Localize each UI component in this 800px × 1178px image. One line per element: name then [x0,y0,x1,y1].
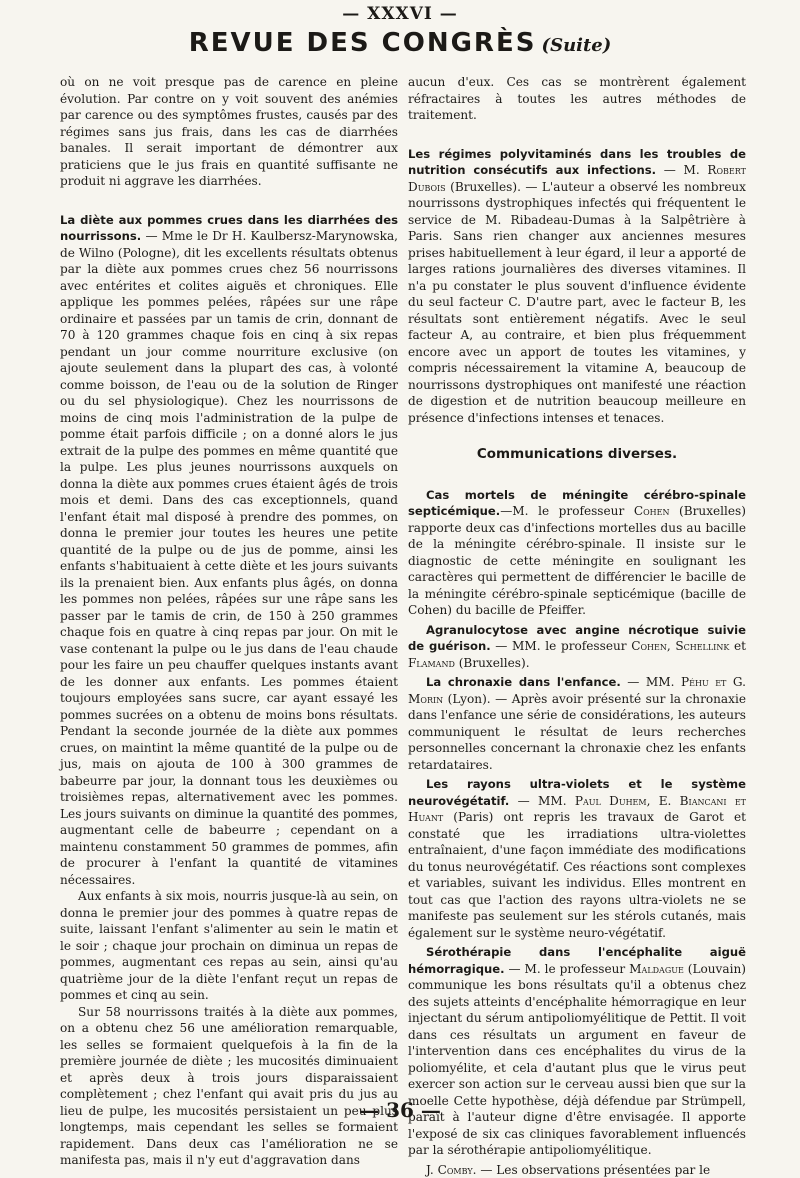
article-body: (Louvain) communique les bons résultats qu'il a obtenus chez des sujets atteints d'encéphalite hémorragique en leur injectant du sérum antipoliomyélitique de Pettit. Il voit dans ces résultats un argument en faveur de l'intervention dans ces encéphalites du virus de la poliomyélite, et cela d'autant plus que le virus peut exercer son action sur le cerveau aussi bien que sur la moelle Cette hypothèse, déjà défendue par Strümpell, paraît à l'auteur digne d'être envisagée. Il apporte l'exposé de six cas cliniques favorablement influencés par la sérothérapie antipoliomyélitique. [408,962,746,1158]
article-author: — Mme le Dr H. Kaulbersz-Marynowska, [141,229,398,243]
article-author: Paul Duhem, E. Biancani et Huant [408,794,746,825]
article-author: Cohen [634,504,670,518]
section-heading: Communications diverses. [408,446,746,463]
right-column [408,74,746,1178]
article-body: — M. le professeur [505,962,630,976]
article-body: (Bruxelles) rapporte deux cas d'infections mortelles dus au bacille de la méningite cérébro-spinale. Il insiste sur le diagnostic de cette méningite en soulignant les caractères qui permettent de différencier le bacille de la méningite cérébro-spinale septicémique (bacille de Cohen) du bacille de Pfeiffer. [408,504,746,617]
paragraph-continuation: aucun d'eux. Ces cas se montrèrent également réfractaires à toutes les autres méthodes de traitement. [408,74,746,124]
article-body: (Bruxelles). — L'auteur a observé les nombreux nourrissons dystrophiques infectés qui fréquentent le service de M. Ribadeau-Dumas à la Salpêtrière à Paris. Sans rien changer aux anciennes mesures prises habituellement à leur égard, il leur a apporté de larges rations journalières des diverses vitamines. Il n'a pu constater le plus souvent d'influence évidente du seul facteur C. D'autre part, avec le facteur B, les résultats sont entièrement négatifs. Avec le seul facteur A, au contraire, et bien plus fréquemment encore avec un apport de toutes les vitamines, y compris nécessairement la vitamine A, beaucoup de nourrissons dystrophiques ont manifesté une réaction de digestion et de nutrition beaucoup meilleure en présence d'infections intenses et tenaces. [408,180,746,425]
article-paragraph: Aux enfants à six mois, nourris jusque-là au sein, on donna le premier jour des pommes à quatre repas de suite, laissant l'enfant s'alimenter au sein le matin et le soir ; chaque jour prochain on diminua un repas de pommes, augmentant ces repas au sein, ainsi qu'au quatrième jour de la diète l'enfant reçut un repas de pommes et cinq au sein. [60,888,398,1004]
header-title: REVUE DES CONGRÈS [189,28,537,58]
article-body: — Les observations présentées par le [476,1163,710,1177]
article-rayons-ultra-violets [408,776,746,941]
article-agranulocytose [408,622,746,672]
article-body: — MM. [621,675,681,689]
article-author: Maldague [629,962,684,976]
article-chronaxie [408,674,746,773]
article-regimes-polyvitamines [408,146,746,427]
article-title: Les régimes polyvitaminés dans les troubles de nutrition consécutifs aux infections. [408,147,746,178]
signature-author: J. Comby. [426,1163,476,1177]
article-author: Flamand [408,656,455,670]
header-suite: (Suite) [542,35,612,56]
article-paragraph: Sur 58 nourrissons traités à la diète aux pommes, on a obtenu chez 56 une amélioration remarquable, les selles se formaient quelquefois à la fin de la première journée de diète ; les mucosités diminuaient et après deux à trois jours disparaissaient complètement ; chez l'enfant qui avait pris du jus au lieu de pulpe, les mucosités persistaient un peu plus longtemps, mais cependant les selles se formaient rapidement. Dans deux cas l'amélioration ne se manifesta pas, mais il n'y eut d'aggravation dans [60,1004,398,1169]
article-author: Cohen, Schellink [631,639,729,653]
article-title: Sérothérapie dans l'encéphalite aiguë hémorragique. [408,945,746,976]
article-serotherapie [408,944,746,1159]
article-body: (Bruxelles). [455,656,530,670]
article-body: — MM. [509,794,575,808]
article-body: (Lyon). — Après avoir présenté sur la chronaxie dans l'enfance une série de considérations, les auteurs communiquent le résultat de leurs recherches personnelles concernant la chronaxie chez les enfants retardataires. [408,692,746,772]
roman-page-number: — XXXVI — [0,4,800,24]
article-body: et [729,639,746,653]
article-title: Agranulocytose avec angine nécrotique suivie de guérison. [408,623,746,654]
article-diete-pommes [60,212,398,889]
article-title: La chronaxie dans l'enfance. [426,675,621,689]
article-body: (Paris) ont repris les travaux de Garot et constaté que les irradiations ultra-violettes entraînaient, d'une façon immédiate des modifications du tonus neurovégétatif. Ces réactions sont complexes et variables, suivant les individus. Elles montrent en tout cas que l'action des rayons ultra-violets ne se manifeste pas seulement sur les stérols cutanés, mais également sur le système neuro-végétatif. [408,810,746,940]
paragraph-continuation: où on ne voit presque pas de carence en pleine évolution. Par contre on y voit souvent des anémies par carence ou des symptômes frustes, causés par des régimes sans jus frais, dans les cas de diarrhées banales. Il serait important de démontrer aux praticiens que le jus frais en quantité suffisante ne produit ni aggrave les diarrhées. [60,74,398,190]
article-body: — MM. le professeur [491,639,632,653]
article-author: Péhu et G. Morin [408,675,746,706]
article-title: Cas mortels de méningite cérébro-spinale septicémique. [408,488,746,519]
article-title: Les rayons ultra-violets et le système neurovégétatif. [408,777,746,808]
footer-page-number: — 36 — [0,1098,800,1122]
article-body: —M. le professeur [500,504,634,518]
page-header [0,28,800,58]
article-body: de Wilno (Pologne), dit les excellents résultats obtenus par la diète aux pommes crues chez 56 nourrissons avec entérites et colites aiguës et chroniques. Elle applique les pommes pelées, râpées sur une râpe ordinaire et passées par un tamis de crin, donnant de 70 à 120 grammes chaque fois en cinq à six repas pendant un jour comme nourriture exclusive (on ajoute seulement dans la plupart des cas, à volonté comme boisson, de l'eau ou de la solution de Ringer ou du sel physiologique). Chez les nourrissons de moins de cinq mois l'administration de la pulpe de pomme était parfois difficile ; on a donné alors le jus extrait de la pulpe des pommes en même quantité que la pulpe. Les plus jeunes nourrissons auxquels on donna la diète aux pommes crues étaient âgés de trois mois et demi. Dans des cas exceptionnels, quand l'enfant était mal disposé à prendre des pommes, on donna le premier jour toutes les heures une petite quantité de la pulpe ou de jus de pomme, ainsi les enfants s'habituaient à cette diète et les jours suivants ils la prenaient bien. Aux enfants plus âgés, on donna les pommes non pelées, râpées sur une râpe sans les passer par le tamis de crin, de 150 à 250 grammes chaque fois en quatre à cinq repas par jour. On mit le vase contenant la pulpe ou le jus dans de l'eau chaude pour les faire un peu chauffer quelques instants avant de les donner aux enfants. Les pommes étaient toujours employées sans sucre, car ayant essayé les pommes sucrées on a obtenu de moins bons résultats. Pendant la seconde journée de la diète aux pommes crues, on maintint la même quantité de la pulpe ou de jus, mais on ajouta de 100 à 300 grammes de babeurre par jour, la donnant tous les deuxièmes ou troisièmes repas, alternativement avec les pommes. Les jours suivants on diminue la quantité des pommes, augmentant celle de babeurre ; cependant on a maintenu constamment 50 grammes de pommes, afin de procurer à l'enfant la quantité de vitamines nécessaires. [60,246,398,887]
article-author: — M. Robert Dubois [408,163,746,194]
article-meningite [408,487,746,619]
article-title: La diète aux pommes crues dans les diarrhées des nourrissons. [60,213,398,244]
signature-line [408,1162,746,1178]
left-column [60,74,398,1169]
